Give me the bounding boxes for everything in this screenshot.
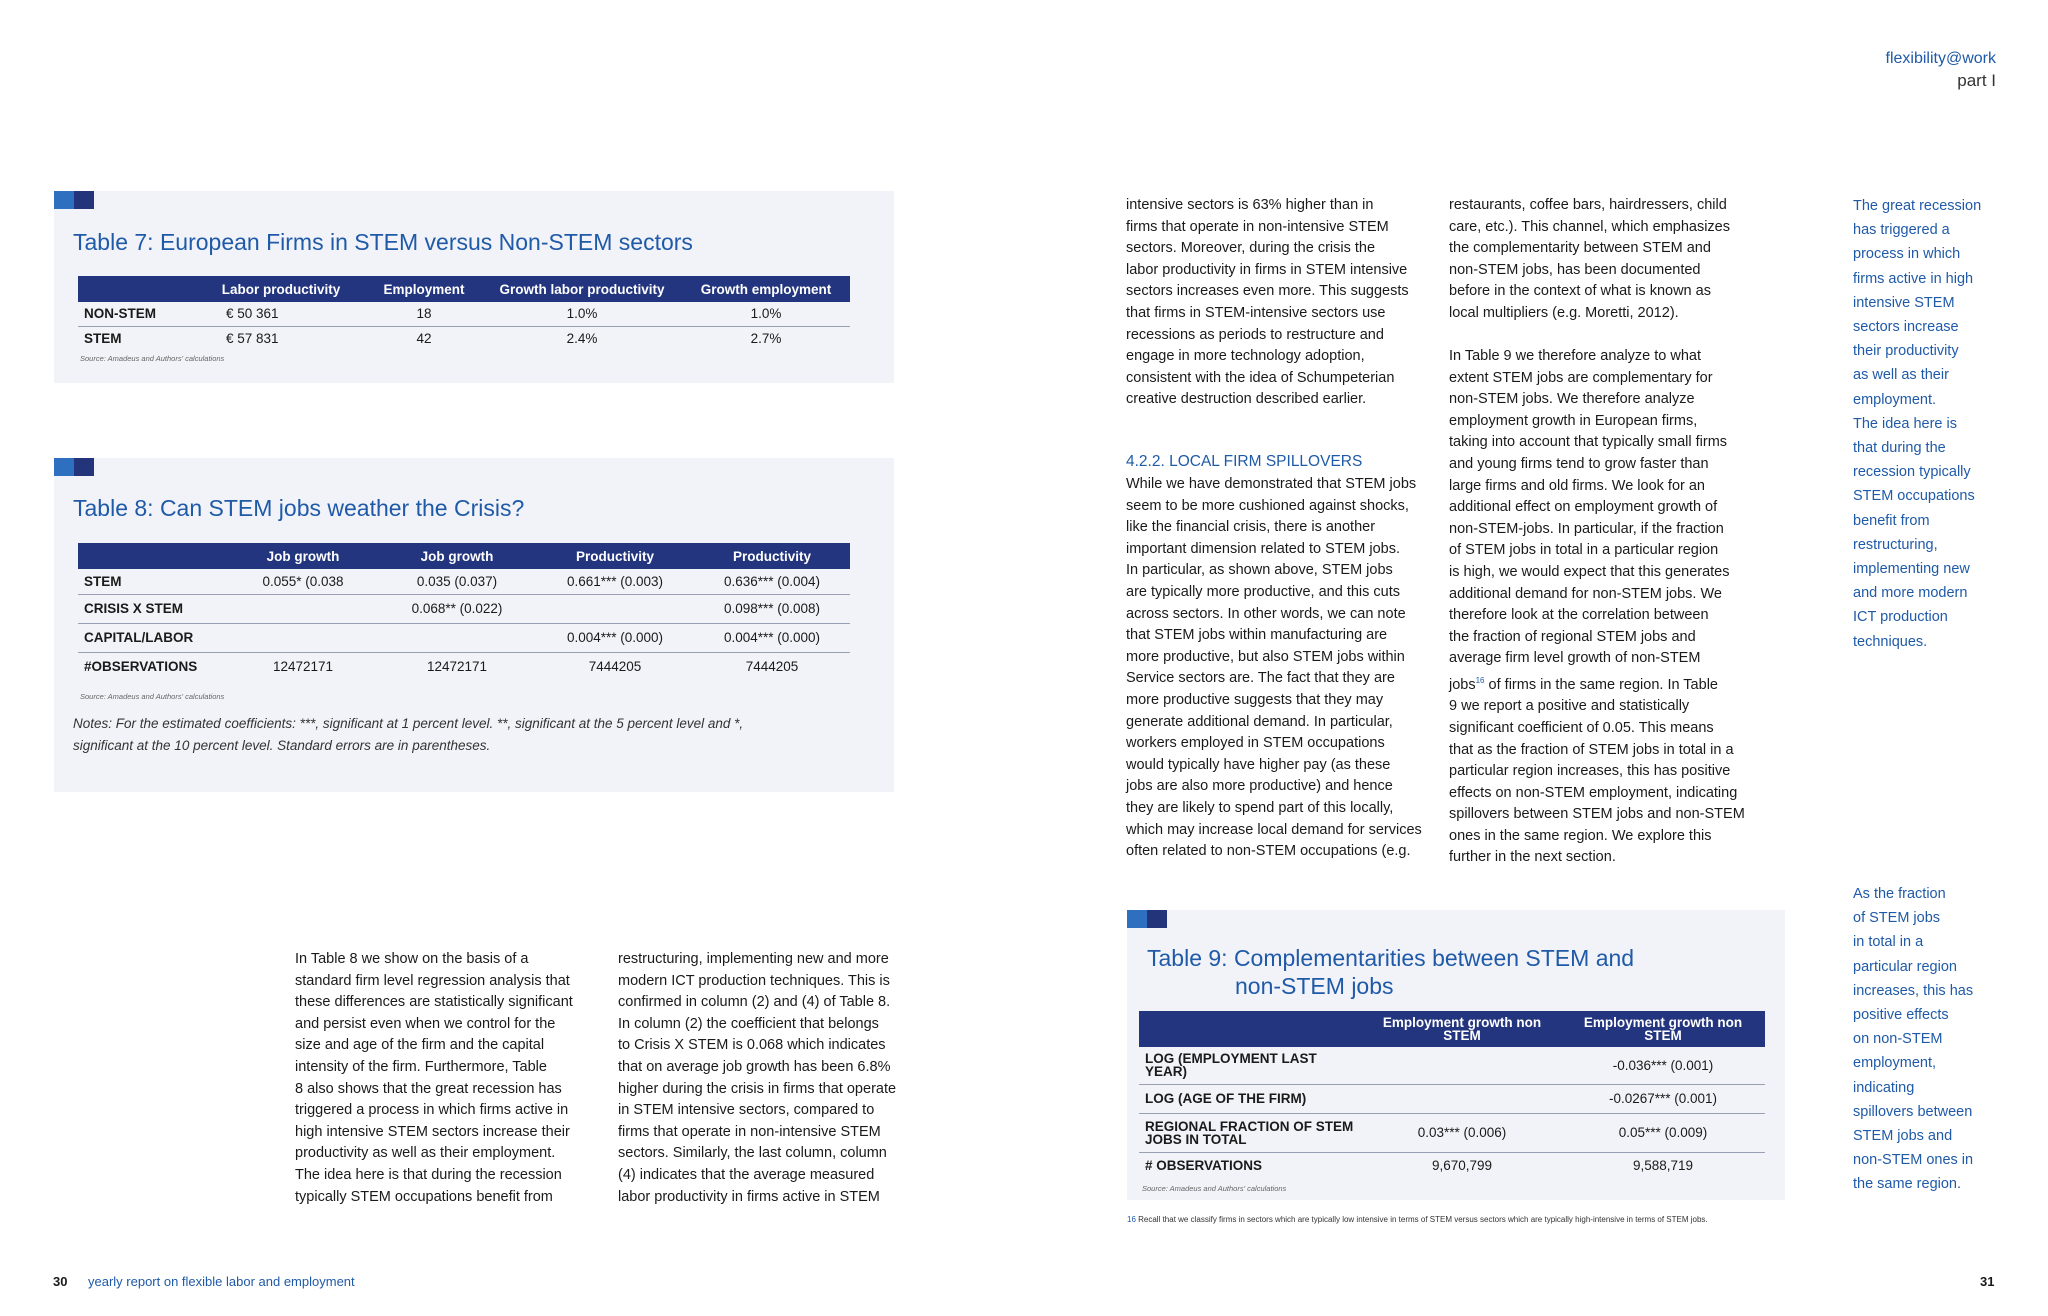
table7-header: Growth employment [682, 276, 850, 302]
right-body-col2-c: 9 we report a positive and statistically significant coefficient of 0.05. This means that as the fraction of STEM jobs in total in a particular region increases, this has positive effects on non-STEM employment, indicating spillovers between STEM jobs and non-STEM ones in the same region. We explore this further in the next section. [1449, 698, 1745, 866]
table8-header: Job growth [228, 543, 378, 569]
table8-title: Table 8: Can STEM jobs weather the Crisis? [73, 495, 525, 521]
footnote-ref[interactable]: 16 [1475, 675, 1485, 685]
right-body-col1-top: intensive sectors is 63% higher than in firms that operate in non-intensive STEM sectors. Moreover, during the crisis the labor productivity in firms in STEM intensive sectors increases even more. This suggests that firms in STEM-intensive sectors use recessions as periods to restructure and engage in more technology adoption, consistent with the idea of Schumpeterian creative destruction described earlier. [1126, 197, 1409, 408]
row-label: REGIONAL FRACTION OF STEM JOBS IN TOTAL [1139, 1113, 1363, 1152]
table8-header: Productivity [536, 543, 694, 569]
sidebar-note-1: The great recession has triggered a process in which firms active in high intensive STEM sectors increase their productivity as well as their employment. The idea here is that during the recession typically STEM occupations benefit from restructuring, implementing new and more modern ICT production techniques. [1853, 198, 1982, 650]
table-row [78, 326, 850, 350]
table-row [1139, 1152, 1765, 1179]
table-cell: 0.636*** (0.004) [694, 569, 850, 594]
table-row [1139, 1113, 1765, 1152]
table-row [78, 302, 850, 326]
header-part: part I [1957, 71, 1996, 90]
table8-header-row [78, 543, 850, 569]
right-body-col2-paragraph [1449, 346, 1745, 869]
table-cell: 0.098*** (0.008) [694, 594, 850, 623]
table9-header [1139, 1011, 1363, 1047]
footnote [1127, 1215, 1708, 1224]
notes-line: Notes: For the estimated coefficients: ***, significant at 1 percent level. **, significant at the 5 percent level and *, [73, 716, 744, 731]
table-cell: -0.036*** (0.001) [1561, 1047, 1765, 1084]
table-cell: 9,588,719 [1632, 1158, 1694, 1174]
table-cell [378, 623, 536, 652]
table-cell: 0.05*** (0.009) [1561, 1113, 1765, 1152]
table7-marker [54, 191, 94, 209]
table-row [78, 569, 850, 594]
table9-source: Source: Amadeus and Authors' calculations [1142, 1184, 1287, 1193]
table9-header: Employment growth non STEM [1561, 1011, 1765, 1047]
row-label: CAPITAL/LABOR [78, 623, 228, 652]
table8 [78, 543, 850, 681]
text-span: of firms in the same region. In Table [1484, 676, 1718, 693]
table-cell: 1.0% [682, 302, 850, 326]
notes-line: significant at the 10 percent level. Standard errors are in parentheses. [73, 738, 491, 753]
table-cell: 7444205 [588, 659, 642, 675]
table-cell: 0.068** (0.022) [378, 594, 536, 623]
table7 [78, 276, 850, 350]
table-cell: 1.0% [482, 302, 682, 326]
table-cell: 2.4% [566, 330, 598, 346]
table8-header: Job growth [378, 543, 536, 569]
row-label: NON-STEM [78, 302, 196, 326]
table-cell: -0.0267*** (0.001) [1561, 1084, 1765, 1113]
footnote-number: 16 [1127, 1215, 1136, 1224]
table7-header: Labor productivity [196, 276, 366, 302]
table-cell: 12472171 [272, 659, 334, 675]
right-body-col1-bottom: While we have demonstrated that STEM jobs seem to be more cushioned against shocks, like the financial crisis, there is another important dimension related to STEM jobs. In particular, as shown above, STEM jobs are typically more productive, and this cuts across sectors. In other words, we can note that STEM jobs within manufacturing are more productive, but also STEM jobs within Service sectors are. The fact that they are more productive suggests that they may generate additional demand. In particular, workers employed in STEM occupations would typically have higher pay (as these jobs are also more productive) and hence they are likely to spend part of this locally, which may increase local demand for services often related to non-STEM occupations (e.g. [1126, 476, 1422, 860]
row-label: STEM [84, 330, 122, 346]
row-label: LOG (AGE OF THE FIRM) [1139, 1084, 1363, 1113]
page-number-left: 30 [53, 1274, 68, 1289]
table-cell: 12472171 [426, 659, 488, 675]
table9 [1139, 1011, 1765, 1179]
table-cell [228, 594, 378, 623]
table-cell [1363, 1047, 1561, 1084]
footnote-text: Recall that we classify firms in sectors which are typically low intensive in terms of STEM versus sectors which are typically high-intensive in terms of STEM jobs. [1135, 1215, 1708, 1224]
right-body-col2-a: In Table 9 we therefore analyze to what extent STEM jobs are complementary for non-STEM jobs. We therefore analyze employment growth in European firms, taking into account that typically small firms and young firms tend to grow faster than large firms and old firms. We look for an additional effect on employment growth of non-STEM-jobs. In particular, if the fraction of STEM jobs in total in a particular region is high, we would expect that this generates additional demand for non-STEM jobs. We therefore look at the correlation between the fraction of regional STEM jobs and average firm level growth of non-STEM [1449, 348, 1730, 667]
table-cell: 7444205 [745, 659, 799, 675]
table9-title-line2: non-STEM jobs [1235, 973, 1394, 999]
footer-title: yearly report on flexible labor and employment [88, 1274, 355, 1289]
right-body-col2-top: restaurants, coffee bars, hairdressers, child care, etc.). This channel, which emphasizes the complementarity between STEM and non-STEM jobs, has been documented before in the context of what is known as local multipliers (e.g. Moretti, 2012). [1449, 197, 1731, 321]
table7-header-row [78, 276, 850, 302]
table-cell [1363, 1084, 1561, 1113]
table7-source: Source: Amadeus and Authors' calculations [80, 354, 225, 363]
table-cell: 18 [366, 302, 482, 326]
table9-marker [1127, 910, 1167, 928]
row-label: CRISIS X STEM [78, 594, 228, 623]
table-cell [536, 594, 694, 623]
header-brand: flexibility@work [1885, 50, 1996, 67]
table8-notes [73, 713, 743, 757]
table7-header [78, 276, 196, 302]
left-body-col2: restructuring, implementing new and more modern ICT production techniques. This is confirmed in column (2) and (4) of Table 8. In column (2) the coefficient that belongs to Crisis X STEM is 0.068 which indicates that on average job growth has been 6.8% higher during the crisis in firms that operate in STEM intensive sectors, compared to firms that operate in non-intensive STEM sectors. Similarly, the last column, column (4) indicates that the average measured labor productivity in firms active in STEM [618, 951, 897, 1205]
table-cell [228, 623, 378, 652]
table-cell: 2.7% [750, 330, 782, 346]
table-row [78, 623, 850, 652]
table8-source: Source: Amadeus and Authors' calculations [80, 692, 225, 701]
table-row [78, 652, 850, 681]
table8-marker [54, 458, 94, 476]
page-number-right: 31 [1980, 1274, 1995, 1289]
table-row [78, 594, 850, 623]
table-cell: 0.03*** (0.006) [1363, 1113, 1561, 1152]
table9-header: Employment growth non STEM [1363, 1011, 1561, 1047]
text-span: jobs [1449, 676, 1476, 693]
table-row [1139, 1047, 1765, 1084]
table8-header [78, 543, 228, 569]
table-cell: 0.035 (0.037) [378, 569, 536, 594]
right-body-col2-b [1449, 670, 1745, 696]
running-header [1886, 48, 1996, 92]
table-cell: 0.004*** (0.000) [536, 623, 694, 652]
table7-header: Growth labor productivity [482, 276, 682, 302]
table9-header-row [1139, 1011, 1765, 1047]
table-cell: 0.661*** (0.003) [536, 569, 694, 594]
table-cell: € 57 831 [226, 330, 279, 346]
table-cell: 42 [416, 330, 432, 346]
table9-title-line1: Table 9: Complementarities between STEM and [1147, 945, 1635, 971]
row-label: # OBSERVATIONS [1145, 1158, 1263, 1174]
table-cell: € 50 361 [196, 302, 366, 326]
table-row [1139, 1084, 1765, 1113]
row-label: #OBSERVATIONS [84, 659, 198, 675]
table-cell: 0.055* (0.038 [228, 569, 378, 594]
table-cell: 9,670,799 [1431, 1158, 1493, 1174]
table8-header: Productivity [694, 543, 850, 569]
table7-title: Table 7: European Firms in STEM versus Non-STEM sectors [73, 229, 693, 255]
left-body-col1: In Table 8 we show on the basis of a standard firm level regression analysis that these differences are statistically significant and persist even when we control for the size and age of the firm and the capital intensity of the firm. Furthermore, Table 8 also shows that the great recession has triggered a process in which firms active in high intensive STEM sectors increase their productivity as well as their employment. The idea here is that during the recession typically STEM occupations benefit from [295, 951, 573, 1205]
table7-header: Employment [366, 276, 482, 302]
row-label: LOG (EMPLOYMENT LAST YEAR) [1139, 1047, 1363, 1084]
section-heading: 4.2.2. LOCAL FIRM SPILLOVERS [1126, 453, 1363, 470]
row-label: STEM [78, 569, 228, 594]
table-cell: 0.004*** (0.000) [694, 623, 850, 652]
sidebar-note-2: As the fraction of STEM jobs in total in a particular region increases, this has positive effects on non-STEM employment, indicating spillovers between STEM jobs and non-STEM ones in the same region. [1853, 886, 1974, 1193]
